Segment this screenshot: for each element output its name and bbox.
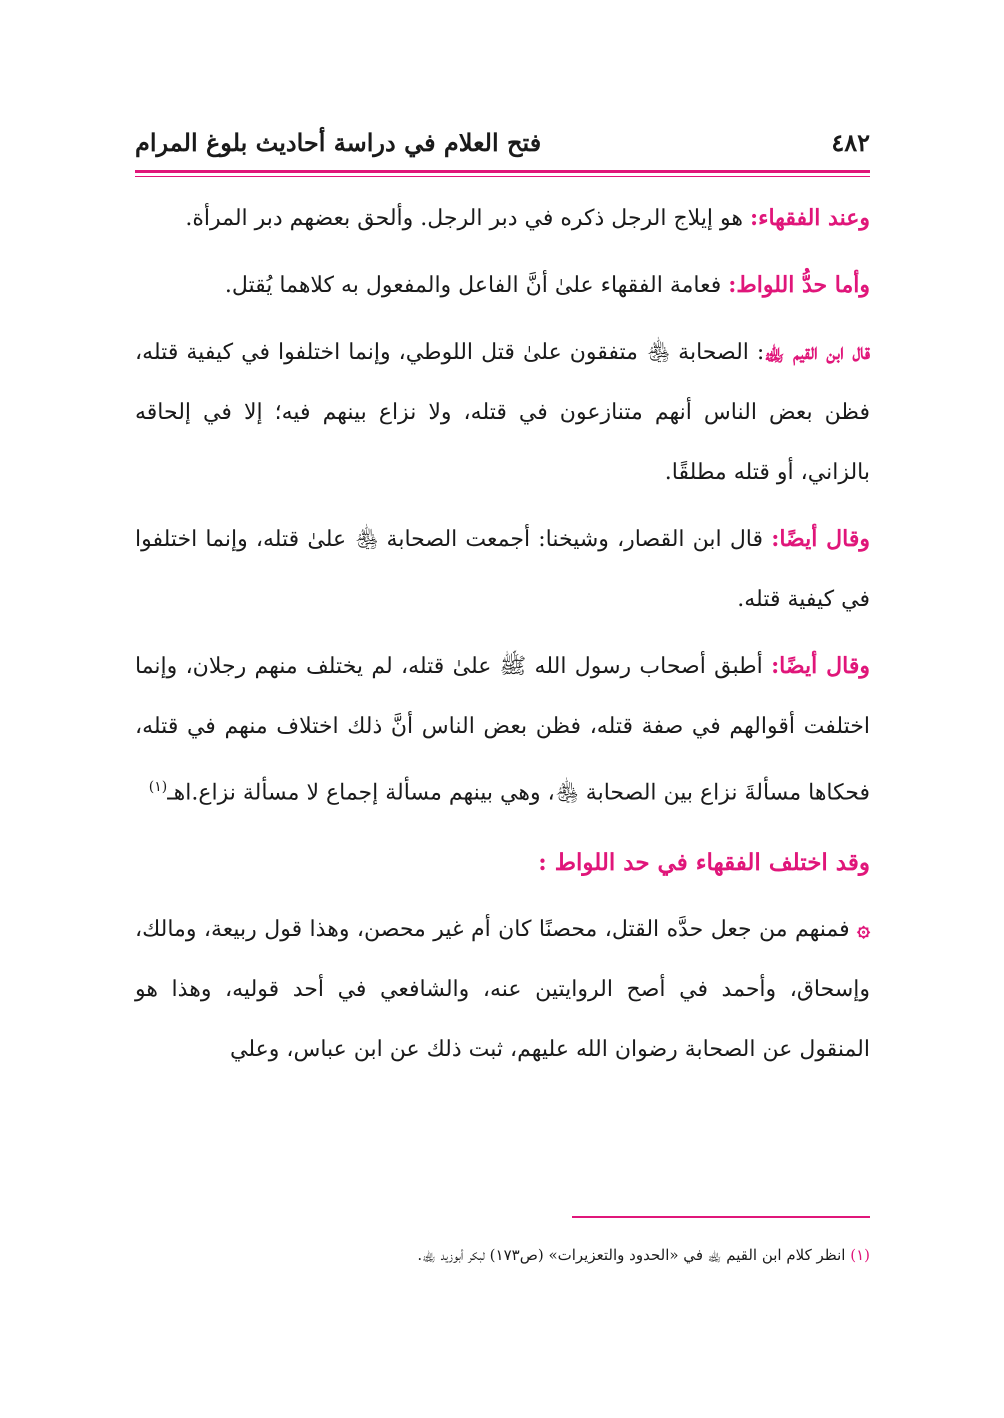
section-heading: وقد اختلف الفقهاء في حد اللواط :: [538, 849, 870, 877]
paragraph-text: فعامة الفقهاء علىٰ أنَّ الفاعل والمفعول به كلاهما يُقتل.: [224, 273, 729, 298]
book-page: [135, 118, 870, 1264]
paragraph-lead: وعند الفقهاء:: [750, 205, 870, 231]
paragraph-3: [135, 322, 870, 503]
paragraph-lead: وقال أيضًا:: [771, 653, 870, 679]
page-number: ٤٨٢: [831, 128, 870, 157]
flower-ornament-icon: ۞: [857, 916, 870, 943]
paragraph-text: قال ابن القصار، وشيخنا: أجمعت الصحابة ﵃ علىٰ قتله، وإنما اختلفوا في كيفية قتله.: [135, 527, 870, 612]
footnote-text: انظر كلام ابن القيم ﵀ في «الحدود والتعزيرات» (ص١٧٣) لبكر أبوزيد ﵀.: [417, 1246, 851, 1264]
paragraph-text: فمنهم من جعل حدَّه القتل، محصنًا كان أم غير محصن، وهذا قول ربيعة، ومالك، وإسحاق، وأحمد في أصح الروايتين عنه، والشافعي في أحد قوليه، وهذا هو المنقول عن الصحابة رضوان الله عليهم، ثبت ذلك عن ابن عباس، وعلي: [135, 917, 870, 1063]
paragraph-text: أطبق أصحاب رسول الله ﷺ علىٰ قتله، لم يختلف منهم رجلان، وإنما اختلفت أقوالهم في صفة قتله، فظن بعض الناس أنَّ ذلك اختلاف منهم في قتله، فحكاها مسألةَ نزاع بين الصحابة ﵃، وهي بينهم مسألة إجماع لا مسألة نزاع.اهـ: [135, 654, 870, 806]
paragraph-1: [135, 188, 870, 249]
page-body: [135, 188, 870, 1086]
book-title: فتح العلام في دراسة أحاديث بلوغ المرام: [135, 128, 542, 157]
paragraph-text: هو إيلاج الرجل ذكره في دبر الرجل. وألحق بعضهم دبر المرأة.: [185, 206, 751, 231]
paragraph-6: [135, 899, 870, 1080]
header-rule-thick: [135, 170, 870, 173]
footnote-separator: [572, 1216, 870, 1218]
page-header: [135, 118, 870, 164]
header-rule-thin: [135, 176, 870, 177]
paragraph-lead: قال ابن القيم ﵀: [764, 339, 870, 365]
paragraph-text: : الصحابة ﵃ متفقون علىٰ قتل اللوطي، وإنما اختلفوا في كيفية قتله، فظن بعض الناس أنهم متنازعون في قتله، ولا نزاع بينهم فيه؛ إلا في إلحاقه بالزاني، أو قتله مطلقًا.: [135, 340, 870, 485]
paragraph-4: [135, 509, 870, 630]
footnote-reference[interactable]: (١): [148, 779, 168, 795]
footnote: [135, 1244, 870, 1266]
paragraph-lead: وأما حدُّ اللواط:: [728, 272, 870, 298]
paragraph-5: [135, 636, 870, 823]
footnote-number: (١): [850, 1246, 870, 1264]
paragraph-2: [135, 255, 870, 316]
paragraph-lead: وقال أيضًا:: [771, 526, 870, 552]
